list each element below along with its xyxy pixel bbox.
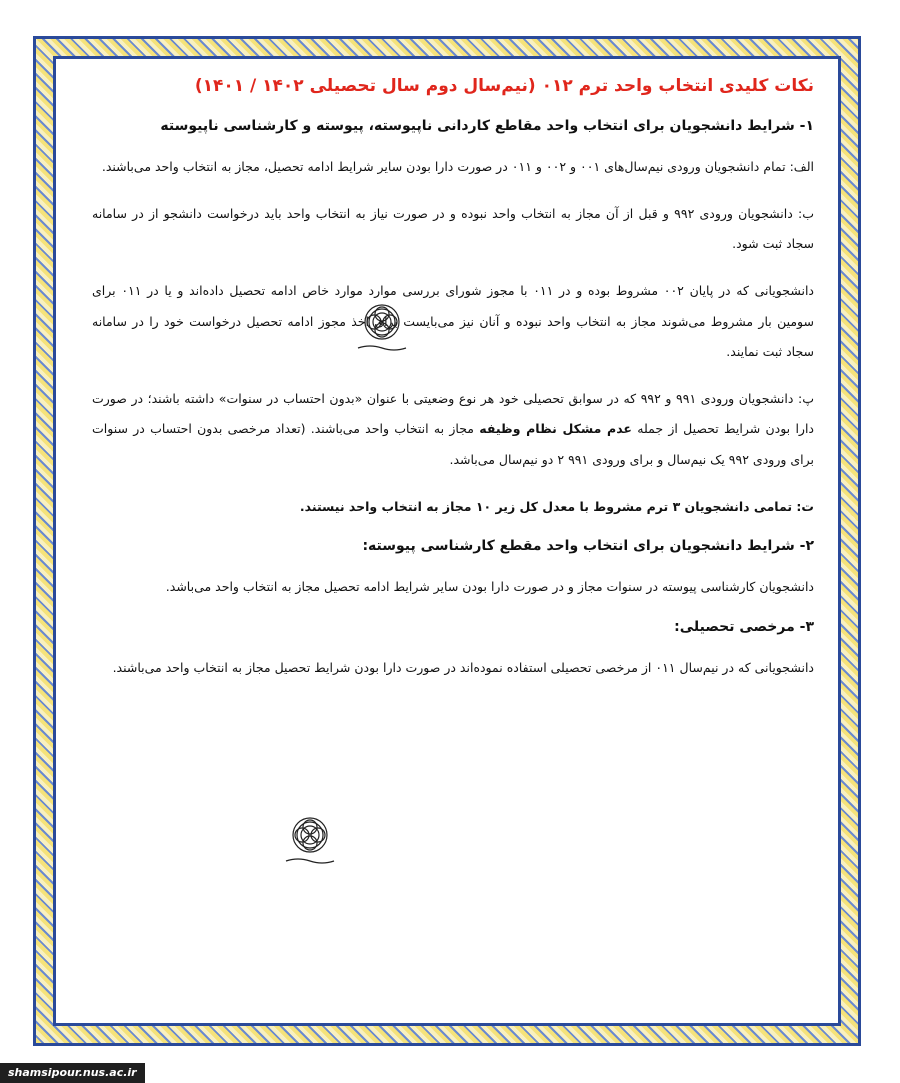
- document-content: [92, 70, 814, 700]
- document-title: نکات کلیدی انتخاب واحد ترم ۰۱۲ (نیم‌سال دوم سال تحصیلی ۱۴۰۲ / ۱۴۰۱): [194, 76, 814, 96]
- section-3-heading: ۳- مرخصی تحصیلی:: [674, 618, 814, 635]
- section-2-body: دانشجویان کارشناسی پیوسته در سنوات مجاز و در صورت دارا بودن سایر شرایط ادامه تحصیل مجاز به انتخاب واحد می‌باشد.: [165, 579, 814, 595]
- college-logo: [350, 302, 414, 354]
- section-1-item-alef: الف: تمام دانشجویان ورودی نیم‌سال‌های ۰۰۱ و ۰۰۲ و ۰۱۱ در صورت دارا بودن سایر شرایط ادامه تحصیل، مجاز به انتخاب واحد می‌باشند.: [101, 159, 814, 174]
- college-logo-icon: [350, 302, 414, 354]
- section-1-item-pe-text-1: پ: دانشجویان ورودی ۹۹۱ و ۹۹۲ که در سوابق تحصیلی خود هر نوع وضعیتی با عنوان «بدون احتساب در سنوات» داشته باشند؛ در صورت دارا بودن شرایط تحصیل از جمله: [92, 390, 814, 437]
- section-3-body: دانشجویانی که در نیم‌سال ۰۱۱ از مرخصی تحصیلی استفاده نموده‌اند در صورت دارا بودن شرایط تحصیل مجاز به انتخاب واحد می‌باشند.: [112, 659, 814, 675]
- section-1-item-pe-emphasis: عدم مشکل نظام وظیفه: [479, 421, 632, 437]
- college-logo-icon-2: [278, 815, 342, 867]
- section-1-item-be-continued: دانشجویانی که در پایان ۰۰۲ مشروط بوده و در ۰۱۱ با مجوز شورای بررسی موارد موارد خاص ادامه تحصیل داده‌اند و یا در ۰۱۱ برای سومین بار مشروط می‌شوند مجاز به انتخاب واحد نبوده و آنان نیز می‌بایست برای اخذ مجوز ادامه تحصیل درخواست خود را در سامانه سجاد ثبت نمایند.: [92, 282, 814, 360]
- section-2-heading: ۲- شرایط دانشجویان برای انتخاب واحد مقطع کارشناسی پیوسته:: [362, 538, 814, 555]
- section-1-heading: ۱- شرایط دانشجویان برای انتخاب واحد مقاطع کاردانی ناپیوسته، پیوسته و کارشناسی ناپیوسته: [160, 118, 814, 134]
- section-1-item-be: ب: دانشجویان ورودی ۹۹۲ و قبل از آن مجاز به انتخاب واحد نبوده و در صورت نیاز به انتخاب واحد باید درخواست دانشجو از در سامانه سجاد ثبت شود.: [92, 205, 814, 252]
- section-1-item-pe: [92, 384, 814, 476]
- section-1-item-te: ت: تمامی دانشجویان ۳ ترم مشروط با معدل کل زیر ۱۰ مجاز به انتخاب واحد نیستند.: [299, 498, 814, 514]
- section-1-item-pe-text-2: مجاز به انتخاب واحد می‌باشند. (تعداد مرخصی بدون احتساب در سنوات برای ورودی ۹۹۲ یک نیم‌سال و برای ورودی ۹۹۱ ۲ دو نیم‌سال می‌باشد.: [92, 421, 814, 467]
- site-watermark: shamsipour.nus.ac.ir: [0, 1063, 145, 1083]
- college-logo-2: [278, 815, 342, 867]
